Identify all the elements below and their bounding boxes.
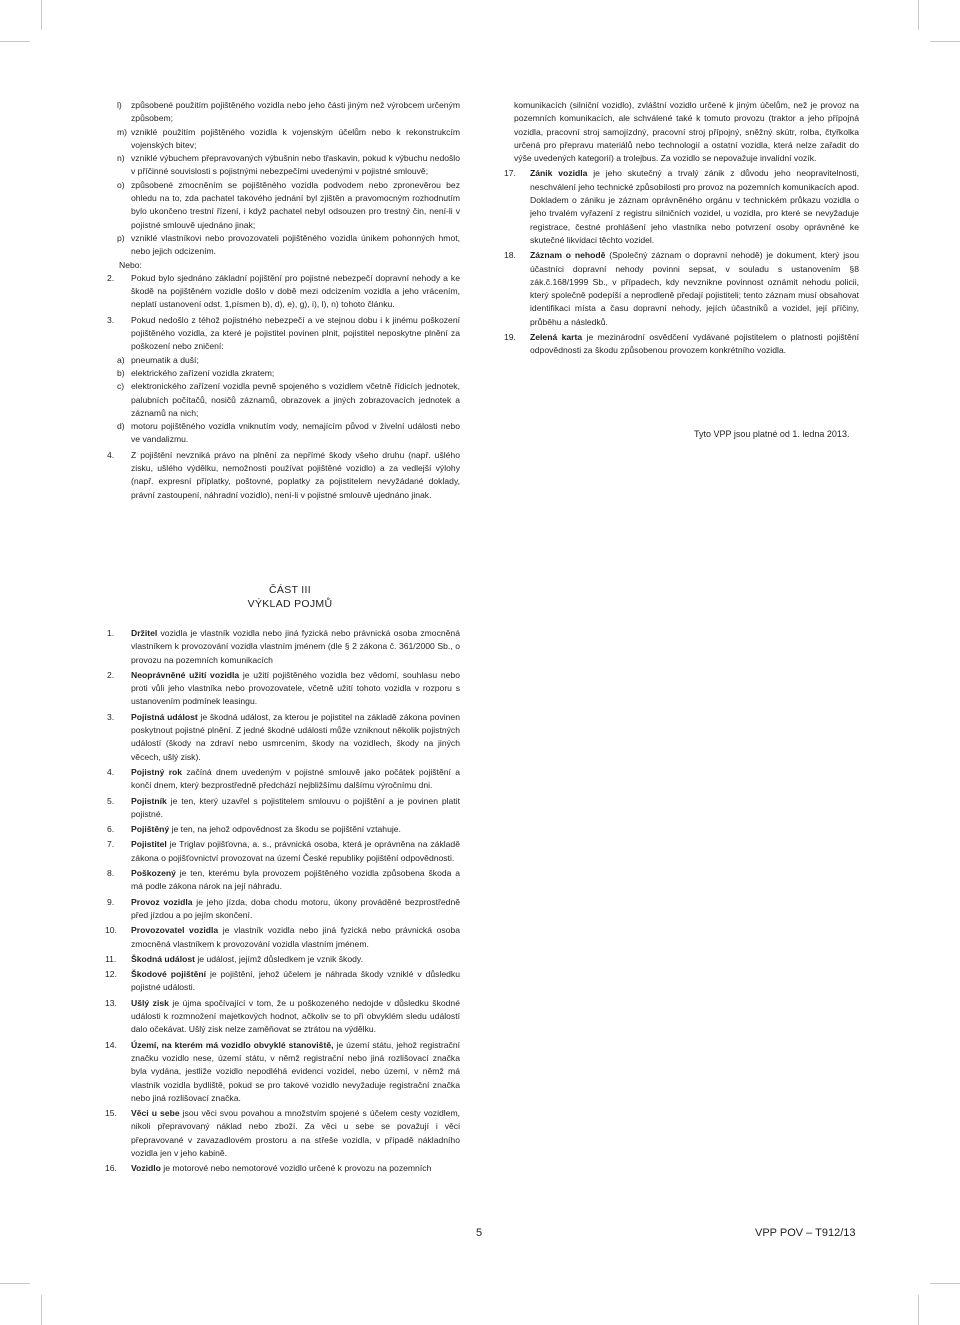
- term: Zánik vozidla: [530, 168, 588, 179]
- term-item: 10. Provozovatel vozidla je vlastník vozidla nebo jiná fyzická nebo právnická osoba zmocněná vlastníkem k provozování vozidla vlastním jménem.: [105, 925, 460, 949]
- crop-mark: [0, 41, 30, 42]
- list-item: b) elektrického zařízení vozidla zkratem;: [117, 367, 275, 378]
- paragraph: 2. Pokud bylo sjednáno základní pojištění pro pojistné nebezpečí dopravní nehody a ke škodě na pojištěném vozidle došlo v době mezi odcizením vozidla a jeho vrácením, neplatí ustanovení odst. 1,písmen b), d), e), g), i), l), n) tohoto článku.: [107, 272, 460, 310]
- term: Provoz vozidla: [131, 896, 193, 907]
- term: Věci u sebe: [131, 1108, 180, 1119]
- term: Neoprávněné užití vozidla: [131, 669, 240, 680]
- term-item: 19. Zelená karta je mezinárodní osvědčení vydávané pojistitelem o platnosti pojištění odpovědnosti za škodu způsobenou provozem konkrétního vozidla.: [504, 332, 859, 356]
- crop-mark: [41, 0, 42, 30]
- term: Záznam o nehodě: [530, 250, 606, 261]
- list-item: l) způsobené použitím pojištěného vozidla nebo jeho části jiným než výrobcem určeným způsobem;: [117, 100, 460, 124]
- document-code: VPP POV – T912/13: [755, 1227, 856, 1239]
- term-item: 6. Pojištěný je ten, na jehož odpovědnost za škodu se pojištění vztahuje.: [107, 824, 401, 835]
- term: Pojistný rok: [131, 766, 183, 777]
- right-top-column: [504, 99, 860, 358]
- paragraph: 4. Z pojištění nevzniká právo na plnění za nepřímé škody všeho druhu (např. ušlého zisku, ušlého výdělku, nemožnosti používat pojištěné vozidlo) a za vedlejší výlohy (např. expresní příplatky, poštovné, poplatky za pojistitelem nevyžádané doklady, právní zastoupení, náhradní vozidlo), není-li v pojistné smlouvě ujednáno jinak.: [107, 449, 460, 500]
- definitions-list: [105, 627, 461, 1176]
- term-item: 17. Zánik vozidla je jeho skutečný a trvalý zánik z důvodu jeho neopravitelnosti, neschválení jeho technické způsobilosti pro provoz na pozemních komunikacích apod. Dokladem o zániku je záznam oprávněného orgánu v technickém průkazu vozidla o jeho trvalém vyřazení z registru silničních vozidel, u vozidla, pro které se nevyžaduje registrace, čestné prohlášení jeho vlastníka nebo potvrzení osoby oprávněné ke skutečné likvidaci těchto vozidel.: [504, 168, 860, 245]
- term: Škodná událost: [131, 953, 195, 964]
- left-top-column: [107, 99, 460, 502]
- crop-mark: [930, 1283, 960, 1284]
- list-item: m) vzniklé použitím pojištěného vozidla k vojenským účelům nebo k rekonstrukcím vojenských bitev;: [117, 126, 460, 150]
- term-item: 8. Poškozený je ten, kterému byla provozem pojištěného vozidla způsobena škoda a má podle zákona nárok na její náhradu.: [107, 868, 460, 892]
- term-item: 1. Držitel vozidla je vlastník vozidla nebo jiná fyzická nebo právnická osoba zmocněná vlastníkem k provozování vozidla vlastním jménem (dle § 2 zákona č. 361/2000 Sb., o provozu na pozemních komunikacích: [107, 628, 460, 665]
- list-item: p) vzniklé vlastníkovi nebo provozovateli pojištěného vozidla únikem pohonných hmot, nebo jejich odcizením.: [117, 232, 460, 257]
- crop-mark: [918, 0, 919, 30]
- term: Držitel: [131, 628, 158, 638]
- term-item: 3. Pojistná událost je škodná událost, za kterou je pojistitel na základě zákona povinen poskytnout pojistné plnění. Z jedné škodné události může vzniknout několik pojistných událostí (škody na zdraví nebo usmrcením, škody na vozidlech, škody na jiných věcech, ušlý zisk).: [107, 711, 460, 762]
- term-item: 5. Pojistník je ten, který uzavřel s pojistitelem smlouvu o pojištění a je povinen platit pojistné.: [107, 795, 460, 819]
- term: Pojištěný: [131, 824, 170, 835]
- term-item: 7. Pojistitel je Triglav pojišťovna, a. s., právnická osoba, která je oprávněna na základě zákona o pojišťovnictví provozovat na území České republiky pojištění odpovědnosti.: [107, 839, 460, 863]
- term-item: 15. Věci u sebe jsou věci svou povahou a množstvím spojené s účelem cesty vozidlem, nikoli přepravovaný náklad nebo zboží. Za věci u sebe se považují i věci přepravované v zavazadlovém prostoru a na střeše vozidla, v případě nákladního vozidla jen v jeho kabině.: [105, 1108, 461, 1158]
- term-item: 12. Škodové pojištění je pojištění, jehož účelem je náhrada škody vzniklé v důsledku pojistné události.: [105, 969, 460, 993]
- term: Pojistník: [131, 795, 167, 806]
- term-item: 11. Škodná událost je událost, jejímž důsledkem je vznik škody.: [105, 953, 363, 964]
- validity-note: Tyto VPP jsou platné od 1. ledna 2013.: [694, 429, 850, 439]
- term: Poškozený: [131, 868, 176, 879]
- paragraph: komunikacích (silniční vozidlo), zvláštní vozidlo určené k jiným účelům, než je provoz na pozemních komunikacích, ale schválené také k tomuto provozu (traktor a jeho přípojná vozidla, pracovní stroj samojízdný, pracovní stroj přípojný, sněžný skútr, rolba, čtyřkolka určená pro přepravu materiálů nebo technologií a ostatní vozidla, která nelze zařadit do výše uvedených kategorií) a trolejbus. Za vozidlo se nepovažuje invalidní vozík.: [514, 100, 859, 164]
- term: Zelená karta: [530, 332, 583, 343]
- term-item: 16. Vozidlo je motorové nebo nemotorové vozidlo určené k provozu na pozemních: [105, 1163, 432, 1174]
- crop-mark: [918, 1295, 919, 1325]
- list-item: a) pneumatik a duší;: [117, 354, 199, 365]
- section-title: VÝKLAD POJMŮ: [247, 598, 333, 610]
- term-item: 18. Záznam o nehodě (Společný záznam o dopravní nehodě) je dokument, který jsou účastníci dopravní nehody povinni sepsat, v souladu s ustanovením §8 zák.č.168/1999 Sb., v případech, kdy nevznikne povinnost oznámit nehodu policii, který společně podepíší a neprodleně předají pojistiteli; tento záznam musí obsahovat identifikaci místa a času dopravní nehody, jejích účastníků a vozidel, její příčiny, průběhu a následků.: [504, 250, 860, 327]
- section-number: ČÁST III: [269, 584, 311, 596]
- alt-label: Nebo:: [119, 259, 142, 270]
- term: Vozidlo: [131, 1163, 161, 1174]
- term-item: 4. Pojistný rok začíná dnem uvedeným v pojistné smlouvě jako počátek pojištění a končí dnem, který bezprostředně předchází nejbližšímu dalšímu výročnímu dni.: [107, 766, 460, 791]
- term: Provozovatel vozidla: [131, 925, 219, 936]
- page-number: 5: [476, 1227, 483, 1239]
- term-item: 2. Neoprávněné užití vozidla je užití pojištěného vozidla bez vědomí, souhlasu nebo proti vůli jeho vlastníka nebo provozovatele, včetně užití tohoto vozidla v rozporu s ustanovením podmínek leasingu.: [107, 669, 460, 707]
- list-item: n) vzniklé výbuchem přepravovaných výbušnin nebo třaskavin, pokud k výbuchu nedošlo v příčinné souvislosti s pojistnými nebezpečími uvedenými v pojistné smlouvě;: [117, 153, 460, 177]
- term: Škodové pojištění: [131, 969, 207, 980]
- paragraph: 3. Pokud nedošlo z téhož pojistného nebezpečí a ve stejnou dobu i k jinému poškození pojištěného vozidla, za které je pojistitel povinen plnit, pojistitel neposkytne plnění za poškození nebo zničení:: [107, 314, 460, 352]
- crop-mark: [0, 1283, 30, 1284]
- crop-mark: [930, 41, 960, 42]
- term-item: 14. Území, na kterém má vozidlo obvyklé stanoviště, je území státu, jehož registrační značku vozidlo nese, území státu, v němž registrační nebo jiná rozlišovací značka byla vydána, jestliže vozidlo nepodléhá evidenci vozidel, nebo území, v němž má vlastník vozidla bydliště, pokud se pro takové vozidlo nevyžaduje registrační značka nebo jiná rozlišovací značka.: [105, 1039, 460, 1103]
- list-item: c) elektronického zařízení vozidla pevně spojeného s vozidlem včetně řídicích jednotek, palubních počítačů, nosičů záznamů, obrazovek a jiných zobrazovacích jednotek a záznamů na nich;: [117, 381, 460, 418]
- term: Pojistná událost: [131, 711, 198, 722]
- term: Pojistitel: [131, 839, 167, 850]
- term-item: 13. Ušlý zisk je újma spočívající v tom, že u poškozeného nedojde v důsledku škodné události k rozmnožení majetkových hodnot, ačkoliv se to při obvyklém sledu událostí dalo očekávat. Ušlý zisk nelze zaměňovat se ztrátou na výdělku.: [105, 997, 460, 1035]
- term-item: 9. Provoz vozidla je jeho jízda, doba chodu motoru, úkony prováděné bezprostředně před jízdou a po jejím skončení.: [107, 896, 460, 920]
- list-item: o) způsobené zmocněním se pojištěného vozidla podvodem nebo zpronevěrou bez ohledu na to, zda pachatel takového jednání byl zjištěn a pravomocným rozhodnutím bylo ukončeno trestní řízení, i když pachatel nebyl odsouzen pro trestný čin, není-li v pojistné smlouvě ujednáno jinak;: [117, 179, 460, 230]
- crop-mark: [41, 1295, 42, 1325]
- term: Ušlý zisk: [131, 997, 169, 1008]
- term: Území, na kterém má vozidlo obvyklé stanoviště,: [131, 1039, 334, 1050]
- list-item: d) motoru pojištěného vozidla vniknutím vody, nemajícím původ v živelní události nebo ve vandalizmu.: [117, 421, 460, 445]
